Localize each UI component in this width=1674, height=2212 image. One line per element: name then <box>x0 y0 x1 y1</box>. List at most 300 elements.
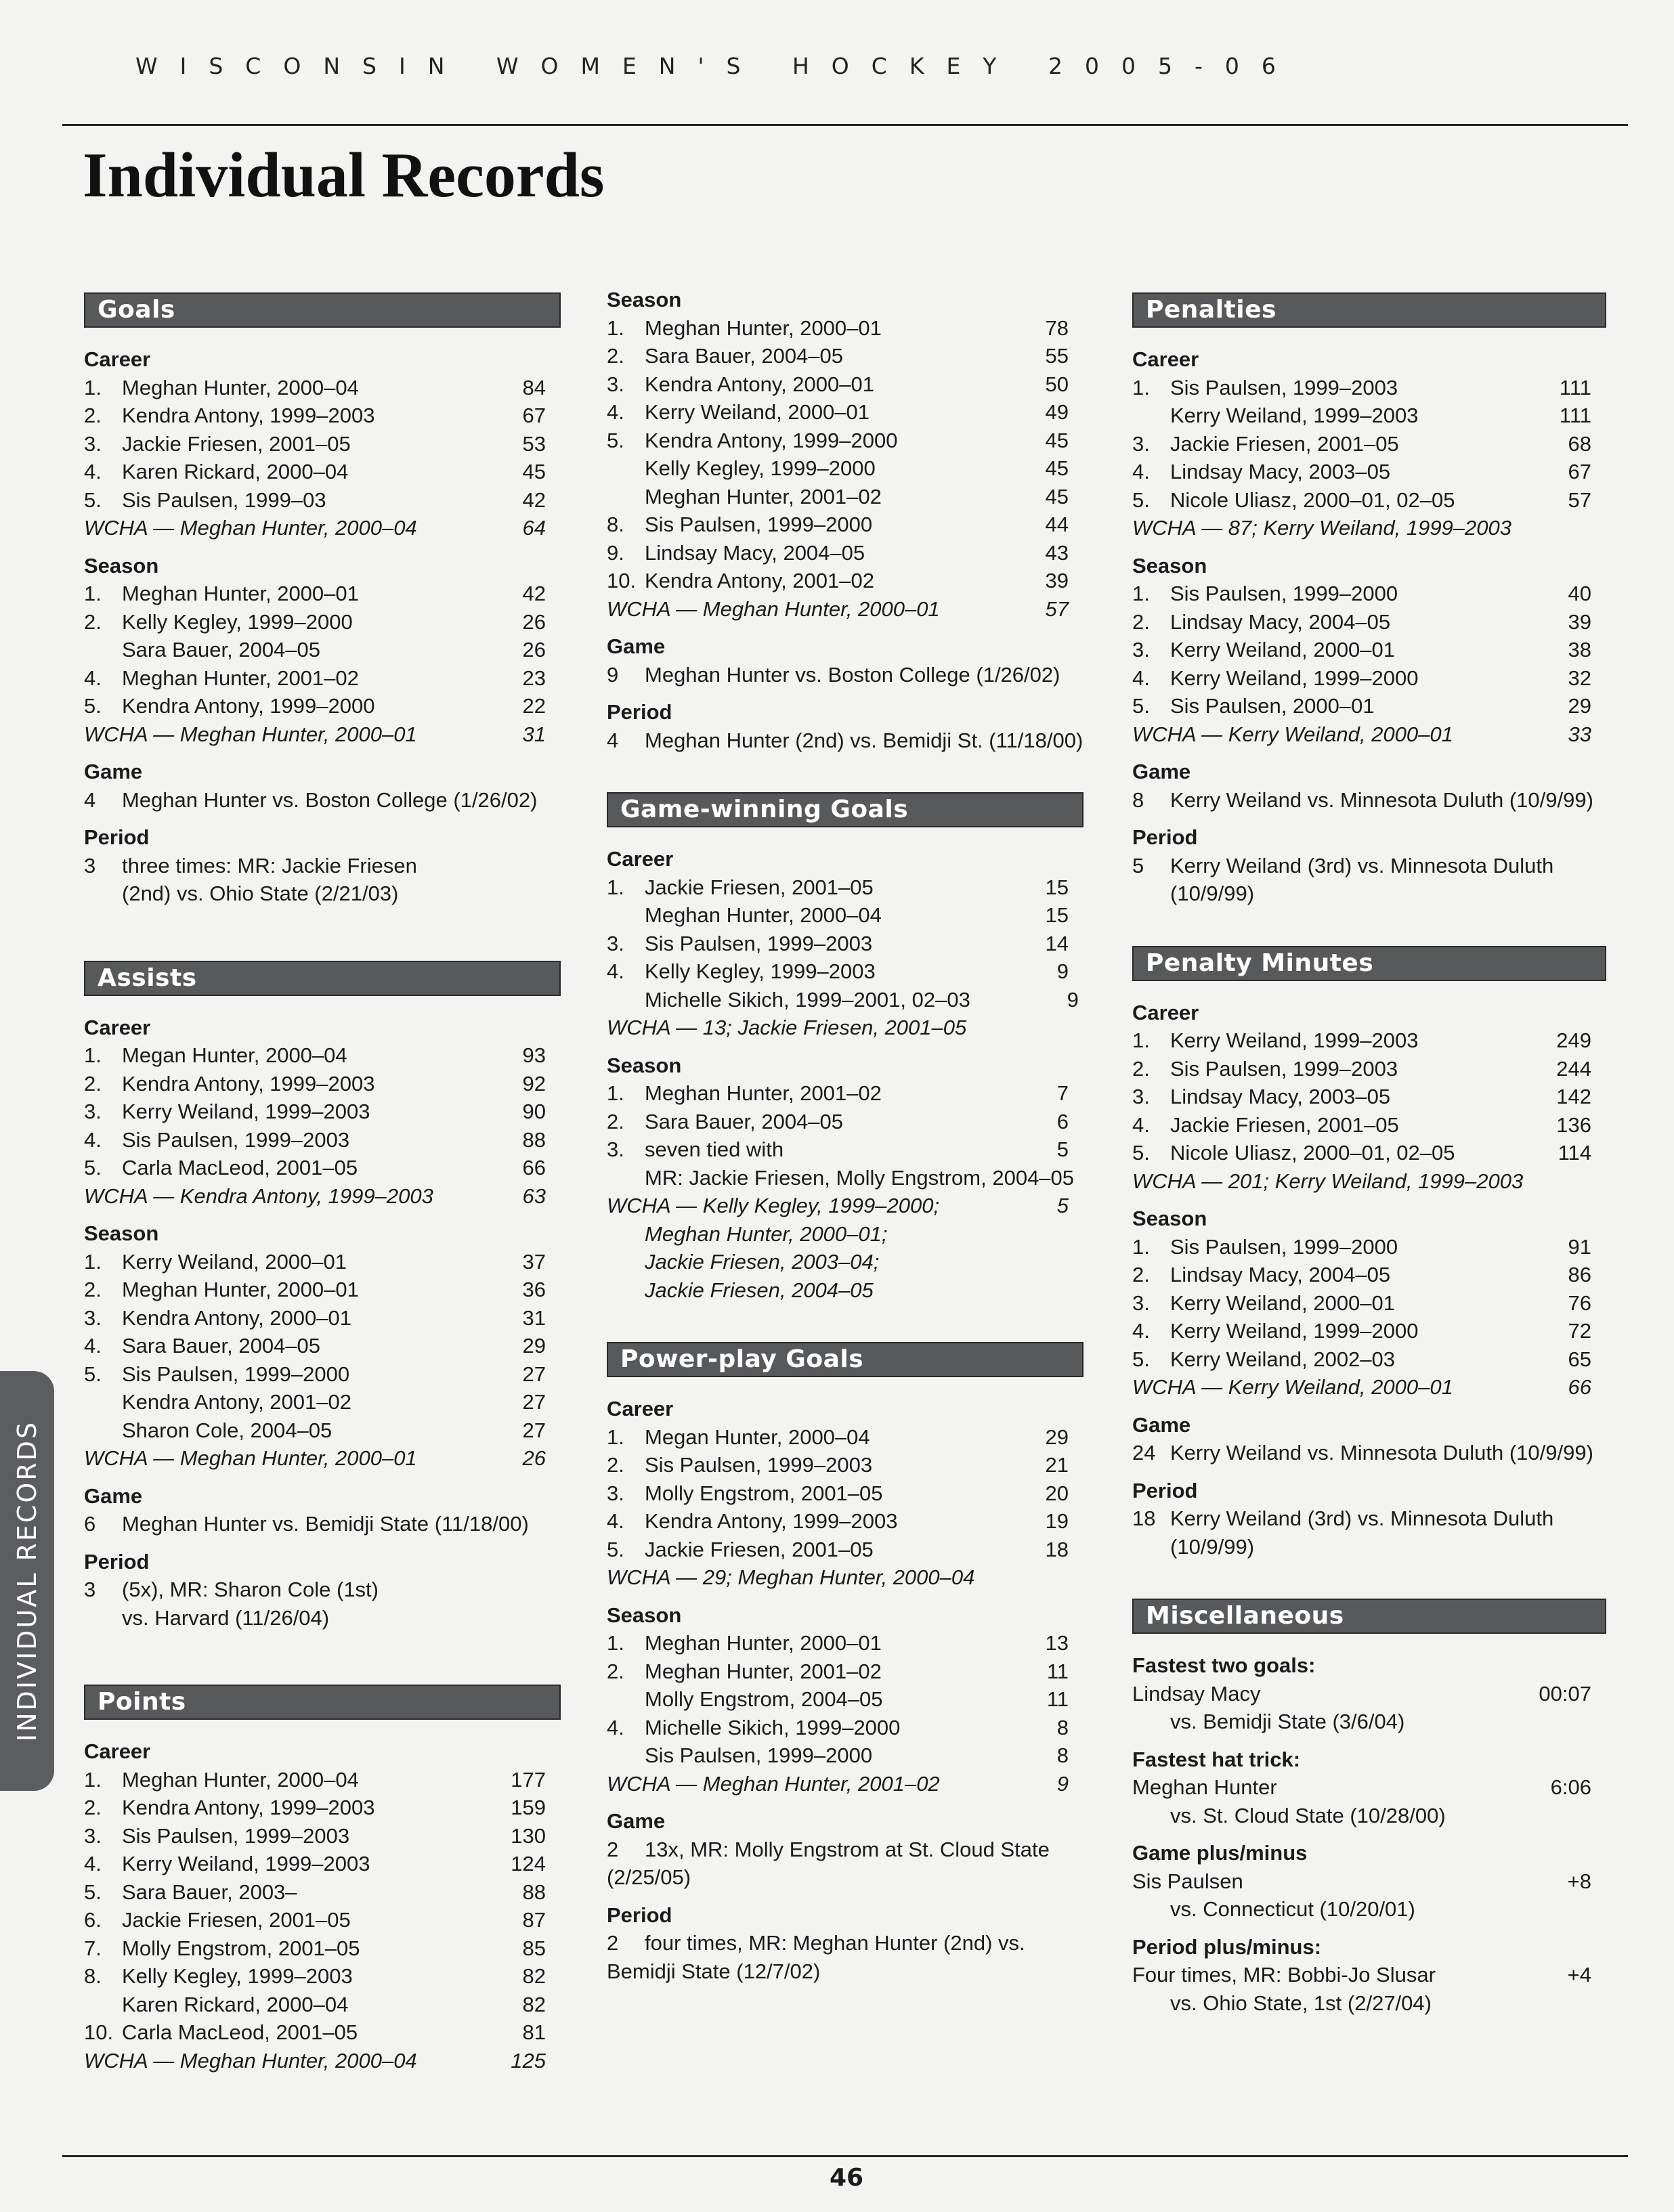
record-name: Megan Hunter, 2000–04 <box>122 1043 347 1067</box>
record-name: Sara Bauer, 2004–05 <box>645 344 844 368</box>
record-name: Kerry Weiland, 1999–2003 <box>1170 404 1419 427</box>
record-rank: 8. <box>84 1964 102 1988</box>
record-name: Lindsay Macy, 2003–05 <box>1170 1085 1391 1108</box>
record-row <box>607 1079 1083 1108</box>
record-row <box>84 1850 561 1878</box>
record-rank: 1. <box>1132 375 1150 399</box>
record-value: 42 <box>522 487 546 512</box>
subheading: Period <box>1132 825 1198 849</box>
wcha-record-name: WCHA — 13; Jackie Friesen, 2001–05 <box>607 1016 967 1039</box>
record-row <box>607 454 1083 483</box>
record-row <box>1132 1289 1606 1318</box>
misc-detail: vs. Ohio State, 1st (2/27/04) <box>1170 1991 1432 2015</box>
record-rank: 1. <box>84 1249 102 1274</box>
misc-detail-row <box>1132 1989 1606 2018</box>
record-value: 114 <box>1558 1141 1591 1165</box>
record-row: 9 Meghan Hunter vs. Boston College (1/26/02) <box>607 662 1060 687</box>
section-header-penalties: Penalties <box>1132 292 1606 328</box>
record-rank: 4. <box>84 460 102 483</box>
wcha-record-name: WCHA — Meghan Hunter, 2000–04 <box>84 2048 417 2073</box>
wcha-record-value <box>974 1563 1098 1592</box>
record-value: 124 <box>511 1852 546 1875</box>
record-name: Kerry Weiland, 2000–01 <box>1170 638 1396 662</box>
record-row <box>84 1906 561 1934</box>
wcha-record-name: WCHA — Meghan Hunter, 2000–01 <box>84 722 417 746</box>
record-row: 3 three times: MR: Jackie Friesen <box>84 853 417 877</box>
page-number: 46 <box>829 2164 864 2192</box>
record-row <box>84 1991 561 2019</box>
wcha-record-value: 125 <box>511 2048 546 2073</box>
misc-row <box>1132 1773 1606 1802</box>
record-name: Kendra Antony, 1999–2003 <box>122 404 375 427</box>
record-name: Kendra Antony, 2000–01 <box>645 372 874 396</box>
record-value: 18 <box>1045 1537 1069 1561</box>
record-value: 43 <box>1045 540 1069 565</box>
record-row <box>84 692 561 720</box>
record-row <box>84 636 561 664</box>
record-rank: 1. <box>607 1081 624 1105</box>
record-rank: 5. <box>1132 1141 1150 1165</box>
record-row: 4 Meghan Hunter (2nd) vs. Bemidji St. (11/18/00) <box>607 728 1083 752</box>
misc-label: Game plus/minus <box>1132 1841 1308 1865</box>
record-rank <box>607 1164 645 1192</box>
record-row <box>607 314 1083 343</box>
record-name: Meghan Hunter, 2000–01 <box>122 1278 359 1301</box>
wcha-record-value: 5 <box>1056 1194 1069 1217</box>
record-row <box>1132 1083 1606 1111</box>
record-value: 76 <box>1568 1291 1591 1315</box>
wcha-record-continued: Jackie Friesen, 2004–05 <box>645 1278 874 1302</box>
record-row <box>84 1041 561 1070</box>
misc-name: Meghan Hunter <box>1132 1775 1277 1799</box>
top-rule <box>62 124 1628 126</box>
record-rank <box>607 901 645 930</box>
column-1 <box>84 286 561 2075</box>
wcha-record-value: 66 <box>1568 1375 1591 1399</box>
record-rank: 1. <box>607 316 624 340</box>
wcha-record-value: 57 <box>1045 597 1069 621</box>
section-header-power-play-goals: Power-play Goals <box>607 1342 1083 1377</box>
record-rank: 2. <box>84 1278 102 1301</box>
wcha-record <box>607 1014 1083 1042</box>
record-value: 8 <box>1056 1715 1069 1739</box>
record-value: 23 <box>522 666 546 690</box>
record-name: Kerry Weiland, 1999–2003 <box>122 1100 370 1123</box>
record-name: Carla MacLeod, 2001–05 <box>122 1156 358 1179</box>
record-name: Kerry Weiland, 2002–03 <box>1170 1347 1396 1371</box>
misc-value: +4 <box>1567 1963 1591 1987</box>
record-row <box>84 458 561 486</box>
record-value: 88 <box>522 1127 546 1152</box>
record-rank: 1. <box>1132 582 1150 605</box>
misc-detail-row <box>1132 1802 1606 1830</box>
record-rank: 1. <box>607 1425 624 1449</box>
record-name: Lindsay Macy, 2004–05 <box>645 540 865 565</box>
record-value: 13 <box>1045 1631 1069 1655</box>
record-name: Molly Engstrom, 2001–05 <box>122 1936 360 1960</box>
running-head: WISCONSIN WOMEN'S HOCKEY 2005-06 <box>135 53 1298 79</box>
record-rank: 3. <box>84 431 102 456</box>
record-row <box>607 1629 1083 1657</box>
record-rank: 5. <box>1132 487 1150 512</box>
record-value: 39 <box>1568 609 1591 634</box>
record-name: Kendra Antony, 1999–2000 <box>122 694 375 718</box>
record-row <box>1132 430 1606 458</box>
record-row: 5 Kerry Weiland (3rd) vs. Minnesota Duluth <box>1132 853 1554 877</box>
record-row <box>1132 486 1606 515</box>
subheading: Season <box>607 1053 682 1077</box>
record-row <box>1132 692 1606 720</box>
subheading: Career <box>84 1015 151 1039</box>
record-name: Jackie Friesen, 2001–05 <box>122 1908 351 1932</box>
record-name: seven tied with <box>645 1137 784 1161</box>
record-value: 45 <box>1045 456 1069 480</box>
record-row: 6 Meghan Hunter vs. Bemidji State (11/18/00) <box>84 1512 529 1536</box>
record-name: Kerry Weiland, 1999–2003 <box>1170 1028 1419 1052</box>
wcha-record <box>1132 1167 1606 1196</box>
record-row <box>607 873 1083 902</box>
record-value: 45 <box>1045 484 1069 508</box>
record-value: 21 <box>1045 1453 1069 1477</box>
record-value: 14 <box>1045 931 1069 955</box>
subheading: Period <box>1132 1478 1198 1502</box>
record-value: 67 <box>1568 460 1591 483</box>
record-value: 49 <box>1045 400 1069 424</box>
record-rank: 4. <box>1132 1112 1150 1137</box>
record-row <box>84 1388 561 1416</box>
record-rank <box>1132 402 1170 430</box>
subheading: Period <box>84 825 150 849</box>
record-rank: 4. <box>607 959 624 983</box>
record-name: Kerry Weiland, 1999–2000 <box>1170 666 1419 690</box>
record-row <box>607 1507 1083 1536</box>
subheading: Season <box>1132 1207 1207 1230</box>
record-row <box>607 930 1083 958</box>
record-name: Sis Paulsen, 1999–2003 <box>1170 1056 1398 1081</box>
record-name: Karen Rickard, 2000–04 <box>122 460 349 483</box>
record-name: Jackie Friesen, 2001–05 <box>122 431 351 456</box>
record-name: Sara Bauer, 2004–05 <box>122 1334 321 1358</box>
record-name: Nicole Uliasz, 2000–01, 02–05 <box>1170 487 1455 512</box>
record-rank: 2. <box>84 1796 102 1819</box>
record-row <box>607 567 1083 595</box>
record-name: Molly Engstrom, 2004–05 <box>645 1687 883 1711</box>
record-name: Jackie Friesen, 2001–05 <box>645 1537 874 1561</box>
record-rank: 4. <box>1132 666 1150 690</box>
record-rank <box>84 1416 122 1445</box>
record-row <box>84 1154 561 1182</box>
record-value: 111 <box>1559 404 1591 427</box>
record-row <box>1132 1345 1606 1374</box>
wcha-record-value: 9 <box>1056 1771 1069 1796</box>
record-name: Nicole Uliasz, 2000–01, 02–05 <box>1170 1141 1455 1165</box>
subheading: Period <box>607 700 672 724</box>
record-name: Meghan Hunter, 2000–04 <box>122 375 359 399</box>
misc-detail: vs. Bemidji State (3/6/04) <box>1170 1710 1405 1733</box>
misc-detail-row <box>1132 1895 1606 1924</box>
misc-detail-row <box>1132 1708 1606 1736</box>
record-rank: 5. <box>84 694 102 718</box>
wcha-record-name: WCHA — Meghan Hunter, 2000–01 <box>607 597 940 621</box>
record-name: Michelle Sikich, 1999–2001, 02–03 <box>645 987 970 1012</box>
record-name: Sharon Cole, 2004–05 <box>122 1418 332 1442</box>
record-value: 90 <box>522 1100 546 1123</box>
record-value: 244 <box>1556 1056 1591 1081</box>
record-rank: 5. <box>84 487 102 512</box>
record-rank: 3. <box>607 931 624 955</box>
record-name: Sis Paulsen, 1999–2003 <box>1170 375 1398 399</box>
record-rank: 3. <box>1132 1085 1150 1108</box>
record-row: 2 four times, MR: Meghan Hunter (2nd) vs. <box>607 1931 1025 1955</box>
record-rank: 3. <box>607 372 624 396</box>
record-value: 91 <box>1568 1234 1591 1259</box>
record-name: Kelly Kegley, 1999–2003 <box>645 959 876 983</box>
record-name: Sara Bauer, 2004–05 <box>645 1109 844 1133</box>
record-value: 53 <box>522 431 546 456</box>
record-value: 22 <box>522 694 546 718</box>
record-value: 37 <box>522 1249 546 1274</box>
record-value: 11 <box>1046 1687 1069 1711</box>
record-name: Megan Hunter, 2000–04 <box>645 1425 870 1449</box>
record-rank: 2. <box>84 404 102 427</box>
record-row <box>1132 1233 1606 1261</box>
record-value: 29 <box>522 1334 546 1358</box>
misc-name: Lindsay Macy <box>1132 1681 1261 1706</box>
record-row: 3 (5x), MR: Sharon Cole (1st) <box>84 1578 379 1601</box>
record-rank <box>84 1991 122 2019</box>
record-rank: 3. <box>1132 1291 1150 1315</box>
record-value: 130 <box>511 1823 546 1848</box>
record-rank: 2. <box>607 1109 624 1133</box>
record-rank <box>607 986 645 1014</box>
record-rank: 2. <box>84 1071 102 1096</box>
record-row <box>84 1360 561 1389</box>
record-row <box>607 1108 1083 1136</box>
record-rank: 4. <box>84 666 102 690</box>
record-rank: 10. <box>84 2020 114 2044</box>
record-name: Meghan Hunter, 2000–01 <box>645 316 882 340</box>
record-name: Kerry Weiland, 2000–01 <box>1170 1291 1396 1315</box>
record-name: Lindsay Macy, 2004–05 <box>1170 1263 1391 1286</box>
subheading: Career <box>84 1739 151 1763</box>
record-value: 42 <box>522 582 546 605</box>
record-value: 40 <box>1568 582 1591 605</box>
record-row <box>1132 1139 1606 1167</box>
record-name: Kerry Weiland, 1999–2003 <box>122 1852 370 1875</box>
record-rank: 3. <box>607 1137 624 1161</box>
record-name: Meghan Hunter, 2000–04 <box>122 1767 359 1792</box>
record-rank <box>84 636 122 664</box>
record-value: 11 <box>1046 1659 1069 1683</box>
record-value: 9 <box>1056 959 1069 983</box>
record-value: 57 <box>1568 487 1591 512</box>
record-value: 27 <box>522 1418 546 1442</box>
misc-row <box>1132 1680 1606 1708</box>
wcha-record-name: WCHA — 29; Meghan Hunter, 2000–04 <box>607 1565 975 1589</box>
record-rank: 8. <box>607 513 624 536</box>
record-value: 82 <box>522 1992 546 2016</box>
wcha-record-value: 33 <box>1568 722 1591 746</box>
record-row <box>607 1479 1083 1508</box>
record-rank: 7. <box>84 1936 102 1960</box>
record-rank: 5. <box>607 428 624 452</box>
wcha-record-value: 26 <box>522 1446 546 1470</box>
record-name: Meghan Hunter, 2001–02 <box>645 484 882 508</box>
record-row <box>607 1536 1083 1564</box>
record-rank <box>607 483 645 511</box>
record-value: 85 <box>522 1936 546 1960</box>
misc-label: Period plus/minus: <box>1132 1934 1322 1959</box>
wcha-record-name: WCHA — Kerry Weiland, 2000–01 <box>1132 1375 1453 1399</box>
record-row <box>84 664 561 693</box>
record-rank: 1. <box>607 875 624 899</box>
record-row <box>607 957 1083 986</box>
record-rank: 2. <box>607 1453 624 1477</box>
misc-value: +8 <box>1567 1869 1591 1893</box>
record-rank: 4. <box>84 1127 102 1152</box>
column-3 <box>1132 286 1606 2017</box>
section-header-miscellaneous: Miscellaneous <box>1132 1599 1606 1634</box>
record-row <box>84 2018 561 2047</box>
record-name: Jackie Friesen, 2001–05 <box>1170 431 1399 456</box>
record-row <box>84 580 561 608</box>
record-rank: 1. <box>1132 1234 1150 1259</box>
record-value: 6 <box>1056 1109 1069 1133</box>
record-value: 68 <box>1568 431 1591 456</box>
record-row: (10/9/99) <box>1170 1534 1255 1559</box>
wcha-record <box>1132 1373 1606 1402</box>
record-value: 67 <box>522 404 546 427</box>
record-name: Sara Bauer, 2004–05 <box>122 638 321 662</box>
record-row <box>84 1766 561 1794</box>
record-name: Kendra Antony, 1999–2003 <box>122 1071 375 1096</box>
record-row: (10/9/99) <box>1170 882 1255 905</box>
record-rank <box>607 1685 645 1714</box>
record-value: 29 <box>1045 1425 1069 1449</box>
record-row <box>84 608 561 636</box>
record-name: Kendra Antony, 1999–2003 <box>122 1796 375 1819</box>
subheading: Season <box>607 1603 682 1627</box>
wcha-record-value: 31 <box>522 722 546 746</box>
record-name: Kendra Antony, 2001–02 <box>122 1390 351 1414</box>
record-name: Kelly Kegley, 1999–2000 <box>645 456 876 480</box>
page-title: Individual Records <box>83 140 605 211</box>
misc-label: Fastest two goals: <box>1132 1653 1316 1677</box>
record-rank: 3. <box>1132 431 1150 456</box>
record-value: 19 <box>1045 1509 1069 1533</box>
record-row: vs. Harvard (11/26/04) <box>122 1605 330 1630</box>
record-rank: 4. <box>84 1334 102 1358</box>
record-rank: 1. <box>84 1043 102 1067</box>
record-rank: 2. <box>607 1659 624 1683</box>
bottom-rule <box>62 2155 1628 2157</box>
subheading: Game <box>607 1809 666 1833</box>
wcha-record <box>607 595 1083 624</box>
record-name: Kendra Antony, 2000–01 <box>122 1305 351 1330</box>
record-rank: 3. <box>607 1481 624 1505</box>
record-row <box>607 1685 1083 1714</box>
subheading: Game <box>1132 1412 1191 1437</box>
record-row <box>84 1126 561 1154</box>
record-name: Carla MacLeod, 2001–05 <box>122 2020 358 2044</box>
record-row <box>607 901 1083 930</box>
wcha-record <box>84 514 561 542</box>
record-row <box>1132 458 1606 486</box>
record-rank: 1. <box>1132 1028 1150 1052</box>
record-row <box>84 1098 561 1126</box>
wcha-record <box>1132 720 1606 749</box>
misc-detail: vs. Connecticut (10/20/01) <box>1170 1897 1415 1921</box>
subheading: Season <box>84 553 159 578</box>
record-row: 4 Meghan Hunter vs. Boston College (1/26/02) <box>84 787 538 812</box>
subheading: Season <box>607 288 682 311</box>
record-value: 50 <box>1045 372 1069 396</box>
record-row <box>607 986 1083 1014</box>
wcha-record-name: WCHA — 201; Kerry Weiland, 1999–2003 <box>1132 1169 1524 1193</box>
record-row <box>607 511 1083 539</box>
record-row <box>1132 1317 1606 1345</box>
record-rank: 5. <box>1132 694 1150 718</box>
record-row <box>607 1135 1083 1164</box>
record-row: 2 13x, MR: Molly Engstrom at St. Cloud State <box>607 1837 1050 1861</box>
record-row <box>1132 580 1606 608</box>
record-name: Jackie Friesen, 2001–05 <box>645 875 874 899</box>
record-value: 65 <box>1568 1347 1591 1371</box>
record-rank: 4. <box>607 1715 624 1739</box>
misc-detail: vs. St. Cloud State (10/28/00) <box>1170 1803 1446 1827</box>
section-header-points: Points <box>84 1685 561 1720</box>
record-name: Sis Paulsen, 1999–03 <box>122 487 326 512</box>
subheading: Season <box>1132 553 1207 578</box>
subheading: Career <box>1132 1000 1199 1024</box>
record-row <box>607 342 1083 370</box>
record-row: (2/25/05) <box>607 1865 691 1889</box>
subheading: Game <box>84 1483 143 1508</box>
record-row <box>1132 1261 1606 1289</box>
wcha-record <box>84 1444 561 1473</box>
record-name: Sis Paulsen, 1999–2000 <box>1170 1234 1398 1259</box>
record-row <box>84 1934 561 1963</box>
wcha-record <box>84 720 561 749</box>
record-rank: 10. <box>607 569 637 592</box>
record-value: 7 <box>1056 1081 1069 1105</box>
record-value: 84 <box>522 375 546 399</box>
record-row <box>84 1878 561 1907</box>
wcha-record <box>84 2047 561 2075</box>
record-row <box>607 398 1083 427</box>
record-name: Michelle Sikich, 1999–2000 <box>645 1715 901 1739</box>
record-value: 31 <box>522 1305 546 1330</box>
wcha-record-value <box>1511 514 1635 542</box>
record-rank: 5. <box>84 1156 102 1179</box>
wcha-record-value <box>966 1014 1090 1042</box>
wcha-record-name: WCHA — Meghan Hunter, 2000–01 <box>84 1446 417 1470</box>
record-value: 15 <box>1045 875 1069 899</box>
record-row <box>84 486 561 515</box>
wcha-record-name: WCHA — Kendra Antony, 1999–2003 <box>84 1184 433 1208</box>
record-value: 159 <box>511 1796 546 1819</box>
record-rank: 5. <box>607 1537 624 1561</box>
wcha-record-name: WCHA — Kerry Weiland, 2000–01 <box>1132 722 1453 746</box>
record-value: 82 <box>522 1964 546 1988</box>
record-rank: 4. <box>84 1852 102 1875</box>
record-name: Kelly Kegley, 1999–2000 <box>122 609 353 634</box>
record-name: Molly Engstrom, 2001–05 <box>645 1481 883 1505</box>
section-header-penalty-minutes: Penalty Minutes <box>1132 946 1606 981</box>
subheading: Career <box>607 847 674 871</box>
wcha-record <box>607 1192 1083 1220</box>
record-name: Kerry Weiland, 1999–2000 <box>1170 1319 1419 1343</box>
